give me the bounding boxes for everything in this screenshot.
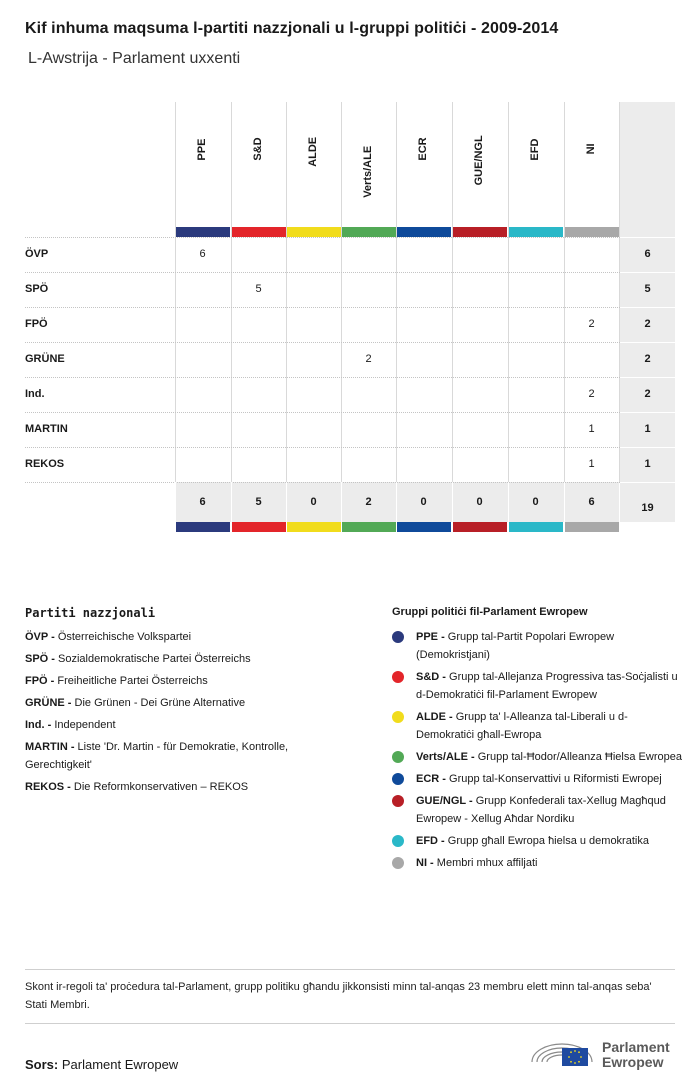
group-header-label: ECR bbox=[416, 137, 429, 161]
group-header-efd bbox=[529, 140, 543, 190]
row-divider bbox=[25, 412, 620, 413]
row-divider bbox=[25, 342, 620, 343]
group-total: 0 bbox=[532, 496, 539, 508]
legend-group-item bbox=[392, 628, 682, 664]
group-header-label: S&D bbox=[251, 137, 264, 161]
column-divider bbox=[396, 102, 397, 482]
footnote: Skont ir-regoli ta' proċedura tal-Parlament, grupp politiku għandu jikkonsisti minn tal-anqas 23 membru elett minn tal-anqas seba' Stati Membri. bbox=[25, 981, 652, 1011]
group-total: 0 bbox=[476, 496, 483, 508]
legend-group-name: Grupp għall Ewropa ħielsa u demokratika bbox=[444, 835, 649, 847]
group-color-bar bbox=[232, 227, 286, 237]
row-total: 2 bbox=[644, 318, 651, 330]
row-divider bbox=[620, 307, 675, 308]
group-header-label: Verts/ALE bbox=[361, 145, 374, 198]
group-header-vertsale bbox=[361, 140, 376, 198]
legend-party-abbr: REKOS - bbox=[25, 781, 71, 793]
row-divider bbox=[25, 377, 620, 378]
color-dot-icon bbox=[392, 795, 404, 807]
group-color-bar bbox=[509, 522, 563, 532]
column-divider bbox=[286, 102, 287, 482]
group-header-alde bbox=[306, 136, 321, 190]
group-header-label: NI bbox=[584, 143, 597, 155]
row-divider bbox=[620, 272, 675, 273]
table-cell: 2 bbox=[588, 318, 595, 330]
legend-group-name: Grupp ta' l-Alleanza tal-Liberali u d-Demokratiċi għall-Ewropa bbox=[416, 711, 628, 741]
table-cell: 2 bbox=[588, 388, 595, 400]
legend-party-abbr: SPÖ - bbox=[25, 653, 55, 665]
row-divider bbox=[620, 482, 675, 483]
row-label: Ind. bbox=[25, 388, 45, 400]
legend-party-item bbox=[25, 738, 355, 774]
legend-group-abbr: PPE - bbox=[416, 631, 445, 643]
group-color-bar bbox=[453, 227, 507, 237]
row-label: SPÖ bbox=[25, 283, 49, 295]
row-divider bbox=[25, 237, 620, 238]
source-value: Parlament Ewropew bbox=[61, 1057, 179, 1072]
group-color-bar bbox=[232, 522, 286, 532]
row-divider bbox=[620, 342, 675, 343]
logo-text bbox=[602, 1040, 670, 1070]
group-color-bar bbox=[342, 522, 396, 532]
table-cell: 1 bbox=[588, 423, 595, 435]
legend-group-item bbox=[392, 832, 682, 850]
legend-party-item bbox=[25, 650, 355, 668]
legend-party-name: Freiheitliche Partei Österreichs bbox=[54, 675, 208, 687]
row-divider bbox=[25, 307, 620, 308]
page-title: Kif inhuma maqsuma l-partiti nazzjonali u l-gruppi politiċi - 2009-2014 bbox=[25, 20, 559, 37]
group-header-guengl bbox=[472, 135, 487, 190]
group-header-label: ALDE bbox=[306, 136, 319, 167]
legend-party-abbr: MARTIN - bbox=[25, 741, 75, 753]
legend-group-abbr: GUE/NGL - bbox=[416, 795, 473, 807]
row-divider bbox=[25, 482, 620, 483]
legend-group-abbr: NI - bbox=[416, 857, 434, 869]
group-header-label: PPE bbox=[195, 138, 208, 161]
legend-party-name: Die Grünen - Dei Grüne Alternative bbox=[71, 697, 246, 709]
row-total: 1 bbox=[644, 423, 651, 435]
row-divider bbox=[620, 412, 675, 413]
divider bbox=[25, 969, 675, 970]
legend-group-item bbox=[392, 792, 682, 828]
legend-group-name: Membri mhux affiljati bbox=[433, 857, 538, 869]
source bbox=[25, 1057, 178, 1072]
group-total: 5 bbox=[255, 496, 262, 508]
group-color-bar bbox=[565, 227, 619, 237]
legend-parties bbox=[25, 606, 355, 800]
group-color-bar bbox=[397, 227, 451, 237]
row-divider bbox=[620, 237, 675, 238]
column-divider bbox=[452, 102, 453, 482]
color-dot-icon bbox=[392, 631, 404, 643]
source-label: Sors: bbox=[25, 1057, 59, 1072]
legend-group-item bbox=[392, 668, 682, 704]
legend-party-item bbox=[25, 672, 355, 690]
group-color-bar bbox=[342, 227, 396, 237]
row-label: MARTIN bbox=[25, 423, 68, 435]
column-divider bbox=[175, 102, 176, 482]
legend-group-abbr: S&D - bbox=[416, 671, 446, 683]
legend-party-name: Liste 'Dr. Martin - für Demokratie, Kontrolle, Gerechtigkeit' bbox=[25, 741, 289, 771]
legend-party-item bbox=[25, 716, 355, 734]
legend-group-abbr: ALDE - bbox=[416, 711, 453, 723]
group-total: 0 bbox=[310, 496, 317, 508]
row-divider bbox=[25, 447, 620, 448]
legend-party-name: Die Reformkonservativen – REKOS bbox=[70, 781, 249, 793]
color-dot-icon bbox=[392, 773, 404, 785]
row-divider bbox=[25, 272, 620, 273]
legend-group-item bbox=[392, 770, 682, 788]
group-total: 6 bbox=[588, 496, 595, 508]
table-cell: 1 bbox=[588, 458, 595, 470]
group-header-ni bbox=[585, 140, 599, 190]
row-divider bbox=[620, 447, 675, 448]
legend-group-name: Grupp tal-Konservattivi u Riformisti Ewropej bbox=[445, 773, 662, 785]
legend-party-abbr: Ind. - bbox=[25, 719, 52, 731]
divider bbox=[25, 1023, 675, 1024]
color-dot-icon bbox=[392, 711, 404, 723]
legend-group-item bbox=[392, 748, 682, 766]
column-divider bbox=[341, 102, 342, 482]
row-divider bbox=[620, 377, 675, 378]
legend-group-name: Grupp tal-Partit Popolari Ewropew (Demokristjani) bbox=[416, 631, 615, 661]
legend-groups-list bbox=[392, 628, 682, 872]
table-cell: 5 bbox=[255, 283, 262, 295]
legend-group-name: Grupp Konfederali tax-Xellug Magħqud Ewropew - Xellug Aħdar Nordiku bbox=[416, 795, 666, 825]
legend-group-name: Grupp tal-Allejanza Progressiva tas-Soċjalisti u d-Demokratiċi fil-Parlament Ewropew bbox=[416, 671, 678, 701]
legend-group-abbr: Verts/ALE - bbox=[416, 751, 475, 763]
legend-party-name: Sozialdemokratische Partei Österreichs bbox=[54, 653, 251, 665]
group-total: 2 bbox=[365, 496, 372, 508]
color-dot-icon bbox=[392, 671, 404, 683]
group-header-label: GUE/NGL bbox=[472, 135, 485, 186]
grand-total: 19 bbox=[641, 502, 654, 514]
legend-groups-heading: Gruppi politiċi fil-Parlament Ewropew bbox=[392, 606, 588, 618]
legend-parties-heading: Partiti nazzjonali bbox=[25, 606, 156, 620]
legend-party-abbr: FPÖ - bbox=[25, 675, 55, 687]
legend-group-name: Grupp tal-Ħodor/Alleanza Ħielsa Ewropea bbox=[474, 751, 682, 763]
group-color-bar bbox=[287, 227, 341, 237]
legend-party-abbr: ÖVP - bbox=[25, 631, 55, 643]
color-dot-icon bbox=[392, 751, 404, 763]
logo-line-1: Parlament bbox=[602, 1039, 670, 1055]
group-header-label: EFD bbox=[528, 138, 541, 161]
row-total: 2 bbox=[644, 388, 651, 400]
group-total: 0 bbox=[420, 496, 427, 508]
legend-groups bbox=[392, 606, 682, 876]
row-total: 5 bbox=[644, 283, 651, 295]
row-label: ÖVP bbox=[25, 248, 49, 260]
legend-party-item bbox=[25, 628, 355, 646]
legend-group-item bbox=[392, 708, 682, 744]
color-dot-icon bbox=[392, 835, 404, 847]
legend-group-abbr: ECR - bbox=[416, 773, 446, 785]
row-label: GRÜNE bbox=[25, 353, 65, 365]
group-header-ppe bbox=[196, 140, 210, 190]
legend-party-name: Österreichische Volkspartei bbox=[54, 631, 192, 643]
row-label: REKOS bbox=[25, 458, 65, 470]
legend-party-abbr: GRÜNE - bbox=[25, 697, 72, 709]
column-divider bbox=[508, 102, 509, 482]
legend-parties-list bbox=[25, 628, 355, 796]
group-header-sd bbox=[251, 137, 266, 190]
legend-party-item bbox=[25, 778, 355, 796]
page-subtitle: L-Awstrija - Parlament uxxenti bbox=[28, 50, 241, 67]
color-dot-icon bbox=[392, 857, 404, 869]
group-color-bar bbox=[176, 227, 230, 237]
group-color-bar bbox=[453, 522, 507, 532]
group-color-bar bbox=[176, 522, 230, 532]
table-cell: 6 bbox=[199, 248, 206, 260]
legend-party-name: Independent bbox=[51, 719, 116, 731]
row-total: 2 bbox=[644, 353, 651, 365]
legend-group-item bbox=[392, 854, 682, 872]
table-cell: 2 bbox=[365, 353, 372, 365]
group-total: 6 bbox=[199, 496, 206, 508]
logo-line-2: Ewropew bbox=[602, 1054, 664, 1070]
group-color-bar bbox=[397, 522, 451, 532]
group-color-bar bbox=[287, 522, 341, 532]
row-label: FPÖ bbox=[25, 318, 48, 330]
legend-group-abbr: EFD - bbox=[416, 835, 445, 847]
group-header-ecr bbox=[416, 137, 431, 190]
row-total: 6 bbox=[644, 248, 651, 260]
group-color-bar bbox=[565, 522, 619, 532]
legend-party-item bbox=[25, 694, 355, 712]
row-total: 1 bbox=[644, 458, 651, 470]
group-color-bar bbox=[509, 227, 563, 237]
